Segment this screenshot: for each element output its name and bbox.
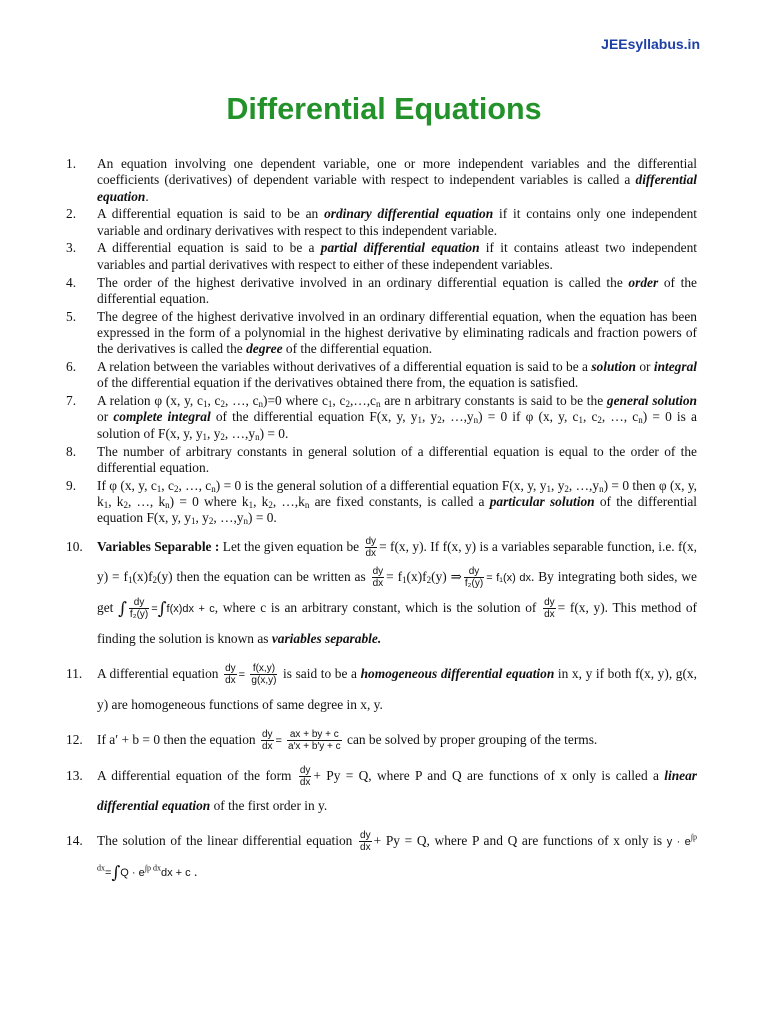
item-number: 11. (66, 665, 83, 681)
item-text: , c (161, 477, 174, 493)
item-text: Let the given equation be (219, 538, 363, 554)
item-number: 12. (66, 731, 83, 747)
fraction: $\frac{dy}{\text{f₂(y)}}$ (129, 596, 149, 620)
subscript: 2 (345, 399, 350, 410)
item-number: 3. (66, 240, 77, 256)
item-text: are fixed constants, is called a (309, 493, 490, 509)
item-text: A differential equation (97, 665, 223, 681)
item-text: , y (421, 409, 438, 425)
item-text: , c (332, 393, 346, 409)
formula-text: Q · e (120, 866, 145, 879)
site-brand: JEEsyllabus.in (601, 36, 700, 52)
item-text: ,…,c (349, 393, 376, 409)
item-text: , …, k (127, 493, 166, 509)
subscript: 2 (268, 499, 273, 510)
list-item (66, 275, 697, 308)
subscript: 2 (220, 431, 225, 442)
list-item (66, 761, 697, 821)
item-text: = f(x, y). If f(x, y) is a variables separable function, i.e. f(x, y) = f (97, 538, 697, 584)
formula-text: dx + c (160, 866, 191, 879)
item-text: of the differential equation F(x, y, y (97, 493, 697, 526)
item-number: 14. (66, 832, 83, 848)
subscript: n (243, 516, 249, 527)
subscript: 2 (564, 483, 569, 494)
item-text: if it contains atleast two independent variables and partial derivatives with respect to either of these independent variables. (97, 240, 698, 272)
formula-text: f(x)dx + c (166, 602, 215, 615)
fraction: $\frac{dy}{dx}$ (225, 662, 236, 686)
defined-term: solution (591, 359, 636, 375)
item-text: The order of the highest derivative involved in an ordinary differential equation is called the (97, 274, 629, 290)
item-text: , k (253, 493, 269, 509)
subscript: 1 (103, 499, 109, 510)
subscript: 2 (123, 499, 128, 510)
subscript: n (165, 499, 170, 510)
fraction: $\frac{dy}{dx}$ (299, 764, 311, 788)
list-item (66, 206, 697, 239)
item-text: , …, c (178, 477, 212, 493)
item-text: = f (386, 568, 403, 584)
subscript: 2 (220, 399, 225, 410)
subscript: n (211, 483, 216, 494)
item-text: (x)f (132, 568, 153, 584)
item-text: The number of arbitrary constants in general solution of a differential equation is equal to the order of the differential equation. (97, 443, 697, 475)
superscript: ∫p dx (144, 863, 161, 873)
item-text: )=0 where c (263, 393, 328, 409)
list-item (66, 659, 697, 720)
formula-text: = f₁(x) dx (486, 571, 532, 584)
defined-term: partial differential equation (320, 240, 480, 256)
item-text: or (97, 409, 114, 425)
item-text: can be solved by proper grouping of the terms. (343, 731, 598, 747)
item-text: of the differential equation if the derivatives obtained there from, the equation is satisfied. (97, 375, 579, 391)
item-text: of the differential equation. (282, 341, 433, 357)
item-number: 1. (66, 156, 77, 171)
item-text: + Py = Q, where P and Q are functions of x only is called a (313, 767, 665, 783)
item-text: is said to be a (279, 665, 361, 681)
list-item (66, 156, 697, 205)
subscript: n (473, 415, 479, 426)
fraction: $\frac{dy}{\text{f₂(y)}}$ (464, 565, 484, 589)
item-number: 7. (66, 393, 77, 409)
integral-sign: ∫ (118, 598, 127, 619)
definition-list (66, 156, 697, 889)
item-text: . By integrating both sides, we get (97, 568, 697, 615)
item-number: 6. (66, 359, 77, 375)
subscript: 1 (190, 516, 196, 527)
item-text: , c (582, 409, 598, 425)
list-item (66, 309, 697, 358)
item-text: . (145, 188, 149, 204)
item-text: if it contains only one independent variable and ordinary derivatives with respect to this independent variable. (97, 206, 697, 238)
item-text: ) = 0 where k (169, 493, 249, 509)
defined-term: order (628, 274, 659, 290)
defined-term: integral (653, 359, 697, 375)
defined-term: linear differential equation (97, 767, 698, 813)
subscript: 2 (426, 574, 432, 585)
item-text: are n arbitrary constants is said to be the (380, 393, 607, 409)
item-text: or (635, 359, 654, 375)
item-text: ) = 0. (248, 510, 277, 526)
subscript: 1 (202, 431, 208, 442)
defined-term: differential equation (97, 172, 697, 204)
list-item (66, 532, 697, 654)
subscript: n (304, 499, 310, 510)
subscript: 1 (546, 483, 551, 494)
item-text: If a′ + b = 0 then the equation (97, 731, 259, 747)
fraction: $\frac{dy}{dx}$ (544, 596, 555, 620)
fraction: $\frac{dy}{dx}$ (261, 728, 273, 752)
formula-text: = (238, 668, 249, 681)
page-title: Differential Equations (226, 92, 542, 126)
item-text: of the differential equation F(x, y, y (210, 409, 418, 425)
subscript: 2 (437, 415, 442, 426)
item-text: (y) ⇒ (431, 568, 462, 584)
list-item (66, 240, 697, 273)
item-text: ) = 0 is the general solution of a differential equation F(x, y, y (215, 477, 547, 493)
item-text: ) = 0 then φ (x, y, k (97, 477, 698, 509)
item-text: If φ (x, y, c (97, 477, 157, 493)
list-item (66, 444, 697, 477)
fraction: $\frac{ax + by + c}{a'x + b'y + c}$ (287, 728, 341, 752)
subscript: 2 (173, 483, 179, 494)
subscript: 1 (248, 499, 254, 510)
subscript: 2 (208, 516, 214, 527)
formula-text: = (151, 602, 158, 615)
subscript: 1 (327, 399, 333, 410)
item-text: + Py = Q, where P and Q are functions of x only is (373, 832, 667, 848)
subscript: 1 (156, 483, 162, 494)
item-text: ) = 0 is a solution of F(x, y, y (97, 409, 697, 441)
item-number: 2. (66, 206, 77, 222)
section-heading: Variables Separable : (97, 538, 220, 554)
subscript: n (376, 399, 381, 410)
subscript: 1 (402, 574, 407, 585)
integral-sign: ∫ (157, 598, 167, 619)
list-item (66, 393, 697, 442)
item-text: (y) then the equation can be written as (157, 568, 370, 584)
item-text: , y (550, 477, 565, 493)
item-text: , …,k (272, 493, 305, 509)
fraction: $\frac{dy}{dx}$ (372, 565, 384, 589)
item-text: , …, c (601, 409, 639, 425)
item-text: ) = 0. (259, 425, 289, 441)
item-text: , k (108, 493, 124, 509)
defined-term: variables separable. (271, 630, 382, 646)
defined-term: homogeneous differential equation (360, 665, 555, 681)
subscript: 2 (597, 415, 602, 426)
item-text: , y (195, 510, 209, 526)
item-text: A relation φ (x, y, c (97, 393, 203, 409)
superscript: ∫p dx (97, 832, 697, 873)
defined-term: ordinary differential equation (324, 206, 494, 222)
defined-term: degree (246, 341, 283, 357)
item-text: An equation involving one dependent variable, one or more independent variables and the differential coefficients (derivatives) of dependent variable with respect to independent variables is called a (97, 156, 697, 188)
item-text: in x, y if both f(x, y), g(x, y) are homogeneous functions of same degree in x, y. (97, 665, 697, 712)
item-text: , …,y (568, 477, 600, 493)
item-text: , c (207, 393, 221, 409)
item-text: , y (207, 425, 221, 441)
item-text: A differential equation is said to be an (97, 206, 325, 222)
subscript: 1 (127, 574, 133, 585)
defined-term: complete integral (113, 409, 211, 425)
item-text: , …,y (441, 409, 474, 425)
list-item (66, 725, 697, 756)
item-text: . (190, 863, 198, 879)
defined-term: particular solution (489, 493, 595, 509)
item-text: The degree of the highest derivative involved in an ordinary differential equation, when the equation has been expressed in the form of a polynomial in the highest derivative by eliminating radicals and fraction powers of the derivatives is called the (97, 308, 697, 357)
item-text: The solution of the linear differential equation (97, 832, 358, 848)
fraction: $\frac{dy}{dx}$ (365, 535, 377, 559)
item-number: 9. (66, 477, 77, 493)
item-number: 10. (66, 538, 83, 554)
subscript: 1 (578, 415, 583, 426)
item-text: = f(x, y). This method of finding the solution is known as (97, 599, 697, 646)
item-text: ) = 0 if φ (x, y, c (478, 409, 579, 425)
fraction: $\frac{f(x,y)}{g(x,y)}$ (251, 662, 277, 686)
subscript: 1 (417, 415, 422, 426)
list-item (66, 478, 697, 527)
defined-term: general solution (606, 393, 697, 409)
subscript: n (638, 415, 643, 426)
formula-text: y · e (666, 835, 691, 848)
item-text: , …,y (213, 510, 244, 526)
formula-text: = (275, 734, 285, 747)
list-item (66, 359, 697, 392)
formula-text: = (105, 866, 112, 879)
subscript: n (599, 483, 604, 494)
item-text: A differential equation is said to be a (97, 240, 321, 256)
item-text: A relation between the variables without derivatives of a differential equation is said to be a (97, 359, 592, 375)
integral-sign: ∫ (111, 862, 121, 883)
item-text: (x)f (406, 568, 427, 584)
subscript: 1 (202, 399, 208, 410)
item-number: 4. (66, 274, 77, 290)
item-text: of the differential equation. (97, 274, 697, 306)
item-text: of the first order in y. (210, 797, 328, 813)
fraction: $\frac{dy}{dx}$ (360, 829, 371, 853)
subscript: 2 (152, 574, 158, 585)
subscript: n (255, 431, 260, 442)
item-number: 5. (66, 308, 77, 324)
item-text: , where c is an arbitrary constant, which is the solution of (214, 599, 542, 615)
item-text: A differential equation of the form (97, 767, 297, 783)
item-text: , …,y (224, 425, 256, 441)
item-number: 13. (66, 767, 83, 783)
list-item (66, 826, 697, 888)
item-number: 8. (66, 443, 77, 459)
subscript: n (258, 399, 264, 410)
item-text: , …, c (225, 393, 259, 409)
